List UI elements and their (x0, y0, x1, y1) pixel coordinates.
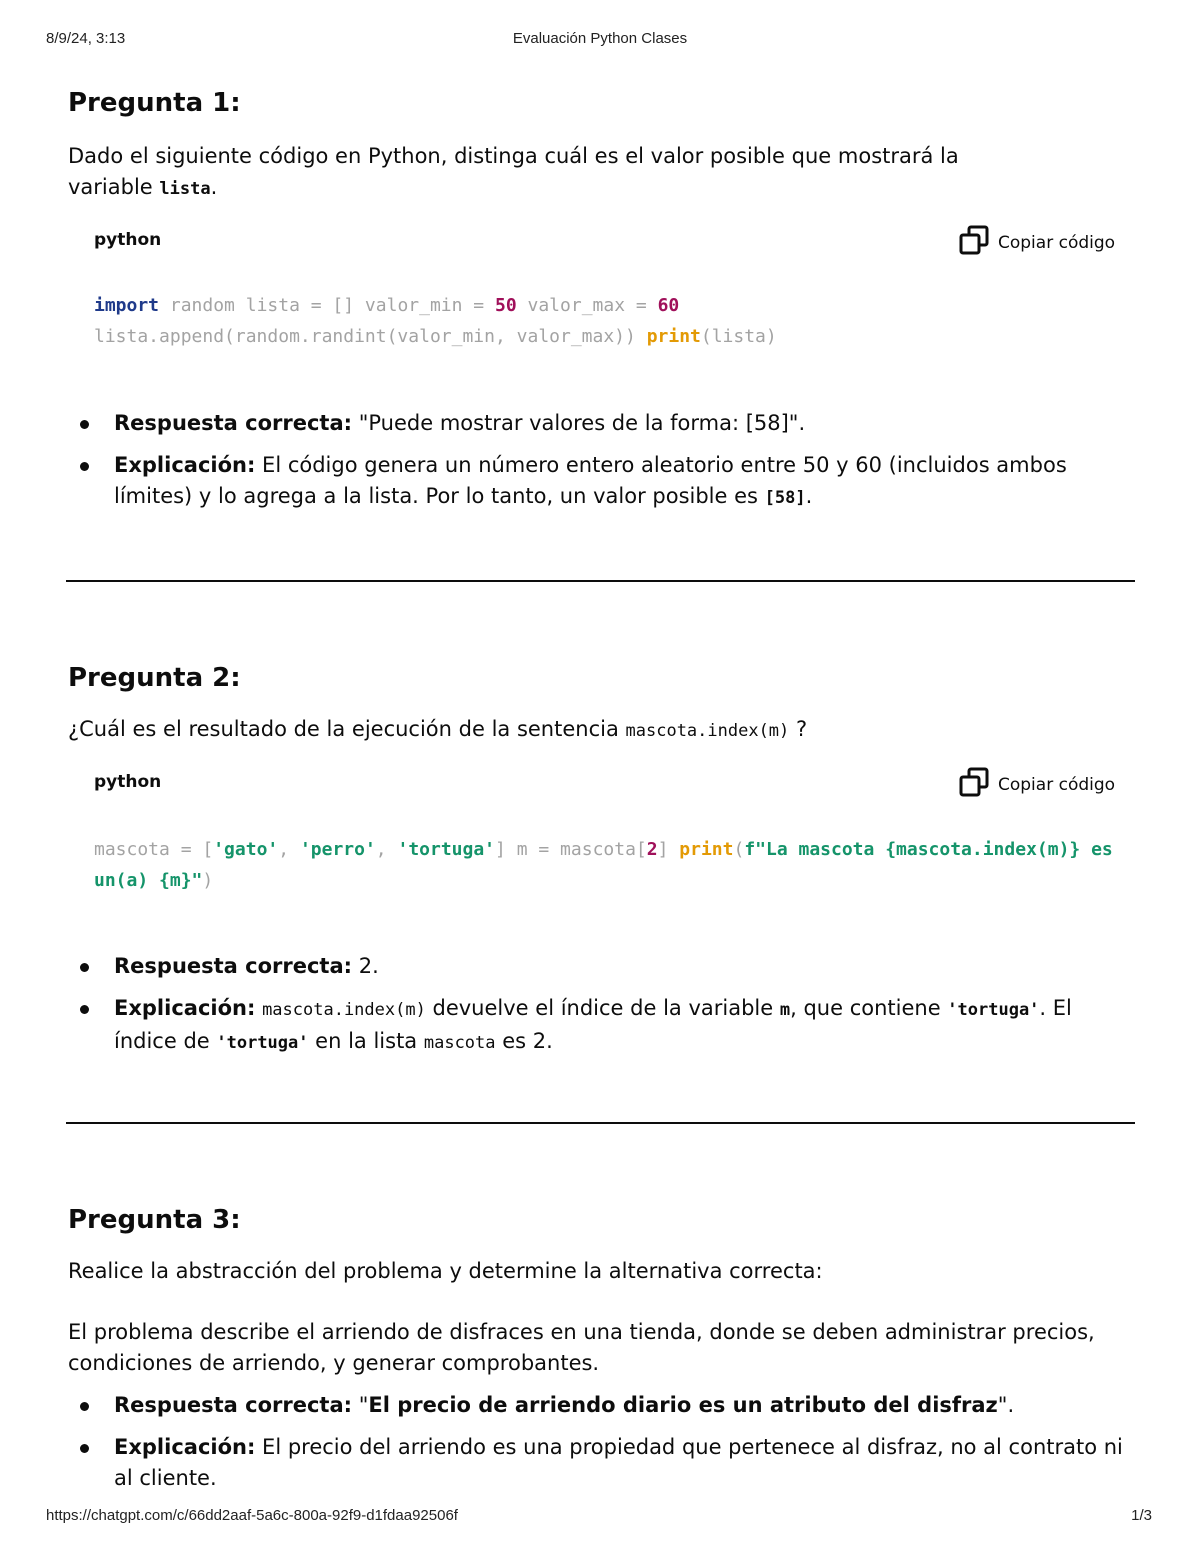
copy-code-button[interactable] (958, 766, 1115, 803)
print-title: Evaluación Python Clases (512, 30, 688, 47)
code-block-2: mascota = ['gato', 'perro', 'tortuga'] m = mascota[2] print(f"La mascota {mascota.index(m)} es un(a) {m}") (94, 839, 1124, 891)
copy-icon (958, 766, 990, 803)
question-3-title: Pregunta 3: (68, 1205, 241, 1235)
question-2-prompt: ¿Cuál es el resultado de la ejecución de la sentencia mascota.index(m) ? (68, 717, 808, 741)
inline-code: lista (159, 179, 211, 199)
code-language-label: python (94, 772, 162, 792)
code-language-label: python (94, 230, 162, 250)
print-url: https://chatgpt.com/c/66dd2aaf-5a6c-800a-92f9-d1fdaa92506f (46, 1507, 458, 1524)
question-2-answers (68, 951, 1128, 1070)
question-2-title: Pregunta 2: (68, 663, 241, 693)
question-1-prompt: Dado el siguiente código en Python, distinga cuál es el valor posible que mostrará la variable lista. (68, 144, 959, 199)
code-block-1: import random lista = [] valor_min = 50 valor_max = 60 lista.append(random.randint(valor_min, valor_max)) print(lista) (94, 295, 777, 347)
copy-code-label: Copiar código (998, 774, 1116, 795)
list-item: Respuesta correcta: "Puede mostrar valores de la forma: [58]". (68, 408, 1128, 439)
section-divider (66, 580, 1135, 582)
question-3-answers (68, 1390, 1128, 1505)
list-item: Respuesta correcta: "El precio de arriendo diario es un atributo del disfraz". (68, 1390, 1128, 1421)
print-datetime: 8/9/24, 3:13 (46, 30, 126, 47)
copy-code-label: Copiar código (998, 232, 1116, 253)
copy-icon (958, 224, 990, 261)
question-3-prompt: Realice la abstracción del problema y determine la alternativa correcta: (68, 1259, 823, 1283)
list-item: Respuesta correcta: 2. (68, 951, 1128, 982)
list-item: Explicación: El código genera un número entero aleatorio entre 50 y 60 (incluidos ambos límites) y lo agrega a la lista. Por lo tanto, un valor posible es [58]. (68, 450, 1128, 514)
list-item: Explicación: El precio del arriendo es una propiedad que pertenece al disfraz, no al contrato ni al cliente. (68, 1432, 1128, 1494)
question-3-description: El problema describe el arriendo de disfraces en una tienda, donde se deben administrar precios, condiciones de arriendo, y generar comprobantes. (68, 1320, 1095, 1375)
question-1-title: Pregunta 1: (68, 88, 241, 118)
question-1-answers (68, 408, 1128, 525)
page-number: 1/3 (1131, 1507, 1152, 1524)
list-item: Explicación: mascota.index(m) devuelve el índice de la variable m, que contiene 'tortuga'. El índice de 'tortuga' en la lista mascota es 2. (68, 993, 1128, 1059)
section-divider (66, 1122, 1135, 1124)
copy-code-button[interactable] (958, 224, 1115, 261)
